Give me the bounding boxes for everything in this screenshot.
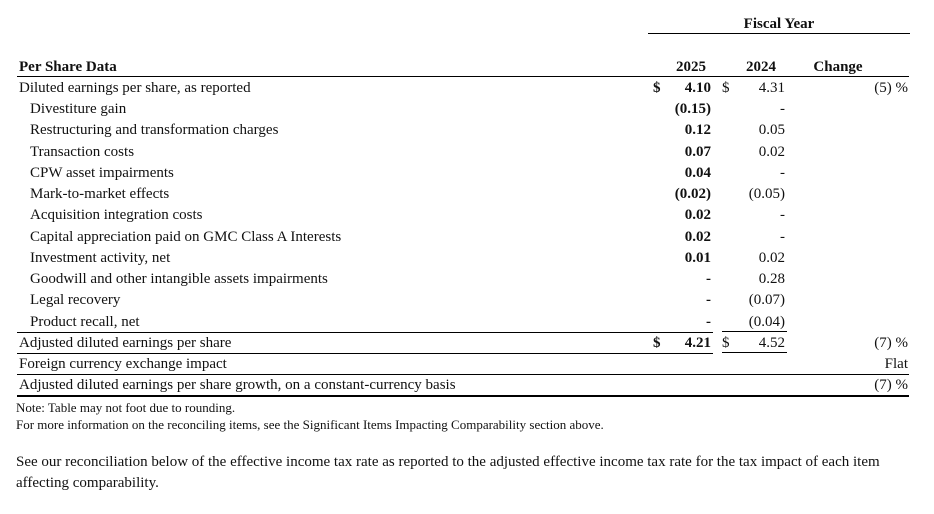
value-2024: (0.07) <box>748 292 785 308</box>
value-2024: 0.02 <box>758 144 785 160</box>
row-rule-2024 <box>722 352 787 353</box>
value-2025: 0.04 <box>684 165 711 181</box>
value-2025: (0.02) <box>674 186 711 202</box>
row-label: Goodwill and other intangible assets impairments <box>30 271 328 287</box>
table-row <box>0 269 934 290</box>
reconciliation-paragraph: See our reconciliation below of the effective income tax rate as reported to the adjusted effective income tax rate for the tax impact of each item affecting comparability. <box>16 454 880 491</box>
table-row <box>0 163 934 184</box>
header-rule <box>17 76 909 77</box>
value-2024: (0.04) <box>748 314 785 330</box>
table-row <box>0 333 934 354</box>
row-label: Capital appreciation paid on GMC Class A Interests <box>30 229 342 245</box>
subtotal-rule-2024 <box>722 331 787 332</box>
row-label: Divestiture gain <box>30 101 127 117</box>
value-2024: 0.28 <box>758 271 785 287</box>
row-label: Legal recovery <box>30 292 121 308</box>
value-2025: 0.02 <box>684 207 711 223</box>
per-share-data-heading: Per Share Data <box>19 59 117 75</box>
row-label: Mark-to-market effects <box>30 186 170 202</box>
value-2025: - <box>706 271 711 287</box>
table-row <box>0 184 934 205</box>
row-label: Product recall, net <box>30 314 140 330</box>
table-row <box>0 312 934 333</box>
row-label: Diluted earnings per share, as reported <box>19 80 251 96</box>
value-2024: - <box>780 207 785 223</box>
table-row <box>0 290 934 311</box>
change-value: (5) % <box>874 80 908 96</box>
dollar-sign-2025: $ <box>653 335 661 351</box>
value-2024: - <box>780 165 785 181</box>
value-2024: 0.05 <box>758 122 785 138</box>
row-label: CPW asset impairments <box>30 165 174 181</box>
row-label: Adjusted diluted earnings per share <box>19 335 232 351</box>
table-row <box>0 120 934 141</box>
dollar-sign-2024: $ <box>722 335 730 351</box>
row-label: Restructuring and transformation charges <box>30 122 279 138</box>
table-note: Note: Table may not foot due to rounding. <box>16 400 236 415</box>
value-2024: 0.02 <box>758 250 785 266</box>
value-2025: 0.07 <box>684 144 711 160</box>
table-row <box>0 99 934 120</box>
table-row <box>0 205 934 226</box>
row-label: Transaction costs <box>30 144 135 160</box>
value-2024: 4.52 <box>758 335 785 351</box>
value-2024: - <box>780 101 785 117</box>
value-2024: 4.31 <box>758 80 785 96</box>
dollar-sign-2024: $ <box>722 80 730 96</box>
change-value: Flat <box>884 356 908 372</box>
fiscal-year-header: Fiscal Year <box>648 16 910 34</box>
value-2024: (0.05) <box>748 186 785 202</box>
value-2025: 0.02 <box>684 229 711 245</box>
table-row <box>0 78 934 99</box>
value-2025: 0.12 <box>684 122 711 138</box>
row-label: Adjusted diluted earnings per share growth, on a constant-currency basis <box>19 377 456 393</box>
value-2025: 4.10 <box>684 80 711 96</box>
row-label: Acquisition integration costs <box>30 207 203 223</box>
change-value: (7) % <box>874 377 908 393</box>
value-2025: 4.21 <box>684 335 711 351</box>
table-row <box>0 354 934 375</box>
table-row <box>0 248 934 269</box>
column-2025-heading: 2025 <box>676 59 706 75</box>
table-bottom-rule <box>17 395 909 397</box>
dollar-sign-2025: $ <box>653 80 661 96</box>
value-2025: (0.15) <box>674 101 711 117</box>
table-row <box>0 227 934 248</box>
column-change-heading: Change <box>813 59 863 75</box>
column-2024-heading: 2024 <box>746 59 776 75</box>
change-value: (7) % <box>874 335 908 351</box>
table-row <box>0 142 934 163</box>
table-row <box>0 375 934 396</box>
value-2025: - <box>706 314 711 330</box>
value-2024: - <box>780 229 785 245</box>
value-2025: 0.01 <box>684 250 711 266</box>
value-2025: - <box>706 292 711 308</box>
table-header-row <box>0 57 934 78</box>
table-note-reference: For more information on the reconciling items, see the Significant Items Impacting Comparability section above. <box>16 417 604 432</box>
row-label: Investment activity, net <box>30 250 171 266</box>
row-label: Foreign currency exchange impact <box>19 356 227 372</box>
